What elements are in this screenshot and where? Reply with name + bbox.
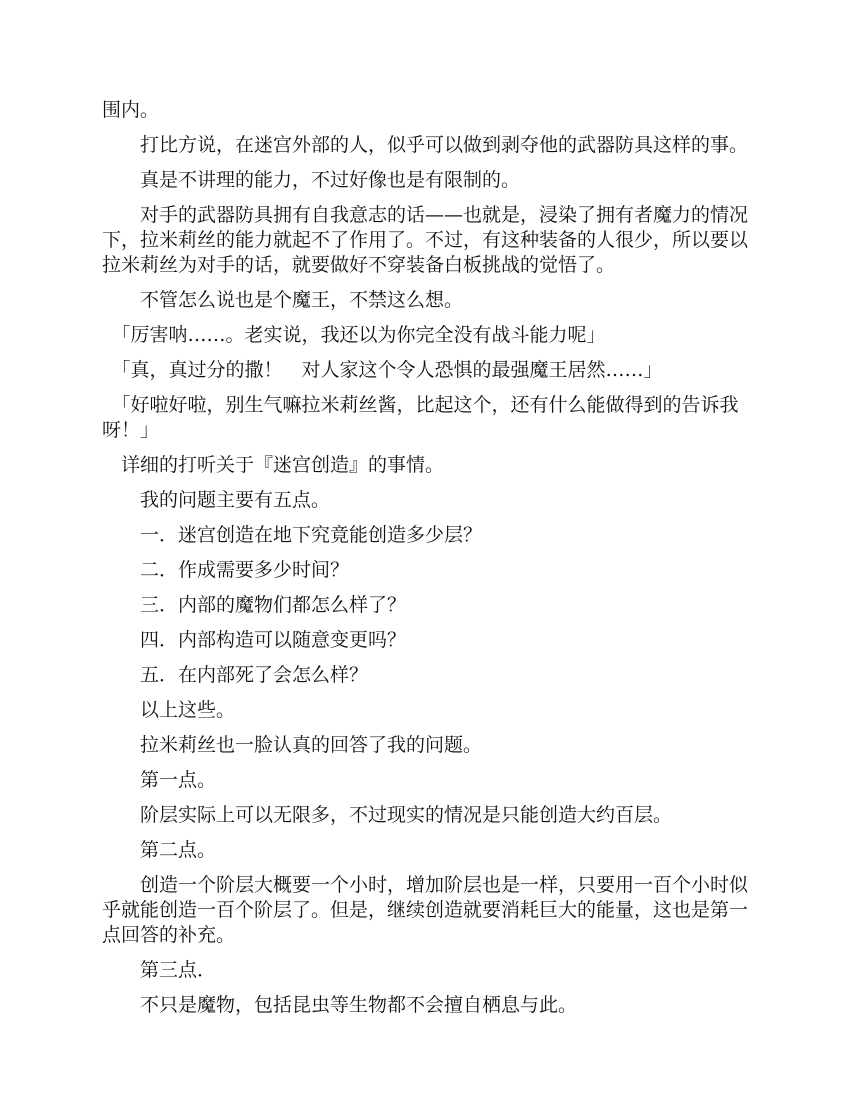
document-page [102, 98, 748, 1018]
question-item: 三．内部的魔物们都怎么样了？ [102, 594, 407, 616]
section-label: 第二点。 [102, 839, 217, 861]
paragraph: 详细的打听关于『迷宫创造』的事情。 [102, 454, 445, 476]
paragraph: 不只是魔物，包括昆虫等生物都不会擅自栖息与此。 [102, 994, 578, 1016]
paragraph: 拉米莉丝也一脸认真的回答了我的问题。 [102, 734, 483, 756]
paragraph: 阶层实际上可以无限多，不过现实的情况是只能创造大约百层。 [102, 804, 673, 826]
paragraph: 真是不讲理的能力，不过好像也是有限制的。 [102, 169, 521, 191]
dialogue-line: 「好啦好啦，别生气嘛拉米莉丝酱，比起这个，还有什么能做得到的告诉我呀！」 [102, 394, 739, 441]
paragraph: 以上这些。 [102, 699, 236, 721]
section-label: 第一点。 [102, 769, 217, 791]
question-item: 一．迷宫创造在地下究竟能创造多少层？ [102, 524, 483, 546]
paragraph: 对手的武器防具拥有自我意志的话——也就是，浸染了拥有者魔力的情况下，拉米莉丝的能力就起不了作用了。不过，有这种装备的人很少，所以要以拉米莉丝为对手的话，就要做好不穿装备白板挑战的觉悟了。 [102, 204, 749, 276]
dialogue-line: 「厉害呐……。老实说，我还以为你完全没有战斗能力呢」 [102, 324, 606, 346]
dialogue-line: 「真，真过分的撒！ 对人家这个令人恐惧的最强魔王居然……」 [102, 359, 663, 381]
paragraph: 我的问题主要有五点。 [102, 489, 331, 511]
question-item: 四．内部构造可以随意变更吗？ [102, 629, 407, 651]
question-item: 五．在内部死了会怎么样？ [102, 664, 369, 686]
paragraph: 打比方说，在迷宫外部的人，似乎可以做到剥夺他的武器防具这样的事。 [102, 134, 749, 156]
paragraph: 不管怎么说也是个魔王，不禁这么想。 [102, 289, 464, 311]
section-label: 第三点． [102, 959, 217, 981]
paragraph: 围内。 [102, 99, 160, 121]
question-item: 二．作成需要多少时间？ [102, 559, 350, 581]
paragraph: 创造一个阶层大概要一个小时，增加阶层也是一样，只要用一百个小时似乎就能创造一百个阶层了。但是，继续创造就要消耗巨大的能量，这也是第一点回答的补充。 [102, 874, 749, 946]
